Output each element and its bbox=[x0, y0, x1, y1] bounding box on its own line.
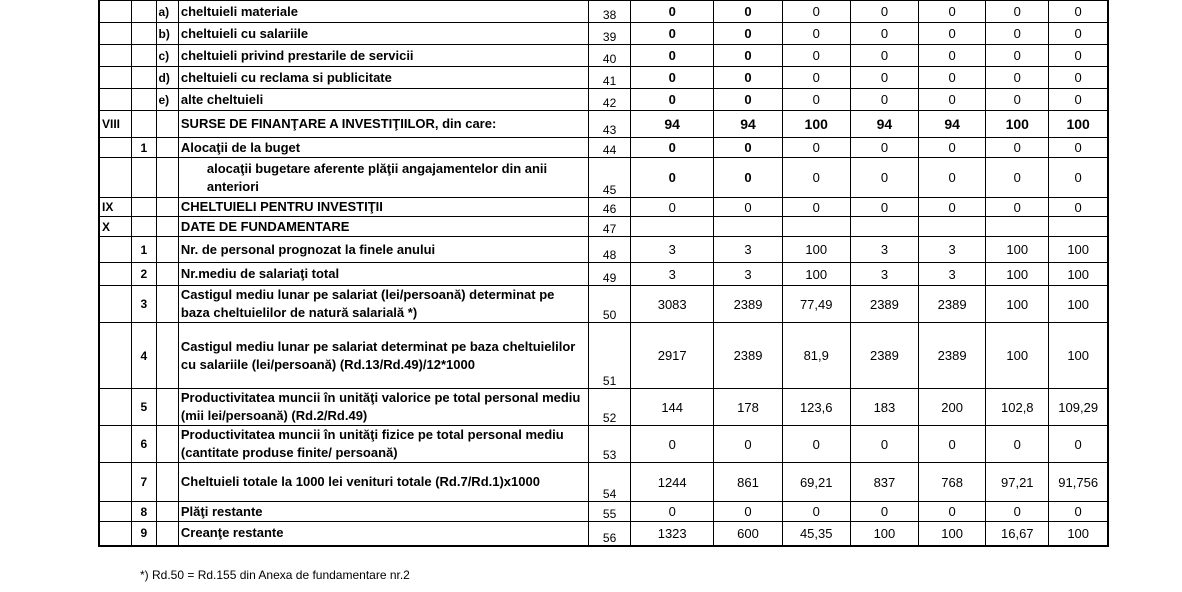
value-cell: 2389 bbox=[919, 323, 986, 389]
value-cell: 0 bbox=[850, 502, 918, 522]
row-label: CHELTUIELI PENTRU INVESTIŢII bbox=[178, 198, 588, 217]
value-cell: 94 bbox=[714, 111, 782, 138]
sub-index-cell bbox=[156, 198, 178, 217]
value-cell: 768 bbox=[919, 463, 986, 502]
value-cell: 0 bbox=[1049, 198, 1108, 217]
table-row bbox=[99, 111, 1108, 138]
value-cell: 0 bbox=[714, 89, 782, 111]
row-label: Nr. de personal prognozat la finele anului bbox=[178, 237, 588, 263]
value-cell: 0 bbox=[986, 426, 1049, 463]
value-cell: 0 bbox=[782, 1, 850, 23]
section-cell bbox=[99, 158, 132, 198]
table-row bbox=[99, 45, 1108, 67]
value-cell: 0 bbox=[986, 45, 1049, 67]
table-row bbox=[99, 426, 1108, 463]
value-cell: 0 bbox=[850, 89, 918, 111]
row-label: cheltuieli privind prestarile de servicii bbox=[178, 45, 588, 67]
index-cell bbox=[132, 217, 156, 237]
section-cell bbox=[99, 89, 132, 111]
value-cell: 0 bbox=[714, 138, 782, 158]
sub-index-cell: d) bbox=[156, 67, 178, 89]
value-cell: 0 bbox=[986, 23, 1049, 45]
value-cell: 0 bbox=[630, 1, 713, 23]
table-row bbox=[99, 1, 1108, 23]
value-cell: 0 bbox=[1049, 23, 1108, 45]
row-label: Productivitatea muncii în unităţi fizice pe total personal mediu (cantitate produse finite/ persoană) bbox=[178, 426, 588, 463]
value-cell: 0 bbox=[850, 198, 918, 217]
value-cell: 100 bbox=[782, 263, 850, 286]
value-cell: 0 bbox=[1049, 1, 1108, 23]
section-cell bbox=[99, 286, 132, 323]
value-cell: 0 bbox=[782, 89, 850, 111]
value-cell: 0 bbox=[850, 138, 918, 158]
value-cell: 0 bbox=[919, 426, 986, 463]
value-cell: 0 bbox=[1049, 45, 1108, 67]
value-cell bbox=[1049, 217, 1108, 237]
value-cell: 3 bbox=[919, 263, 986, 286]
index-cell bbox=[132, 23, 156, 45]
value-cell: 0 bbox=[1049, 158, 1108, 198]
value-cell: 100 bbox=[919, 522, 986, 546]
table-row bbox=[99, 158, 1108, 198]
table-row bbox=[99, 502, 1108, 522]
section-cell bbox=[99, 389, 132, 426]
value-cell: 1323 bbox=[630, 522, 713, 546]
section-cell bbox=[99, 23, 132, 45]
row-number: 38 bbox=[589, 1, 631, 23]
value-cell: 3 bbox=[630, 237, 713, 263]
index-cell: 6 bbox=[132, 426, 156, 463]
row-number: 41 bbox=[589, 67, 631, 89]
row-label: cheltuieli cu salariile bbox=[178, 23, 588, 45]
section-cell: IX bbox=[99, 198, 132, 217]
row-number: 42 bbox=[589, 89, 631, 111]
row-label: alte cheltuieli bbox=[178, 89, 588, 111]
sub-index-cell bbox=[156, 389, 178, 426]
value-cell: 178 bbox=[714, 389, 782, 426]
value-cell: 94 bbox=[850, 111, 918, 138]
value-cell: 100 bbox=[986, 111, 1049, 138]
value-cell: 123,6 bbox=[782, 389, 850, 426]
index-cell: 9 bbox=[132, 522, 156, 546]
value-cell: 2917 bbox=[630, 323, 713, 389]
sub-index-cell bbox=[156, 138, 178, 158]
section-cell bbox=[99, 522, 132, 546]
value-cell: 0 bbox=[850, 45, 918, 67]
value-cell bbox=[630, 217, 713, 237]
value-cell: 100 bbox=[1049, 237, 1108, 263]
table-row bbox=[99, 89, 1108, 111]
value-cell: 0 bbox=[986, 158, 1049, 198]
sub-index-cell: e) bbox=[156, 89, 178, 111]
sub-index-cell bbox=[156, 111, 178, 138]
value-cell: 0 bbox=[986, 67, 1049, 89]
table-row bbox=[99, 237, 1108, 263]
row-label: Castigul mediu lunar pe salariat determinat pe baza cheltuielilor cu salariile (lei/persoană) (Rd.13/Rd.49)/12*1000 bbox=[178, 323, 588, 389]
value-cell: 2389 bbox=[714, 323, 782, 389]
index-cell: 1 bbox=[132, 237, 156, 263]
value-cell bbox=[782, 217, 850, 237]
row-number: 52 bbox=[589, 389, 631, 426]
value-cell: 0 bbox=[782, 426, 850, 463]
row-label: cheltuieli cu reclama si publicitate bbox=[178, 67, 588, 89]
row-label: cheltuieli materiale bbox=[178, 1, 588, 23]
index-cell: 2 bbox=[132, 263, 156, 286]
value-cell: 0 bbox=[782, 158, 850, 198]
index-cell: 3 bbox=[132, 286, 156, 323]
index-cell: 4 bbox=[132, 323, 156, 389]
row-number: 50 bbox=[589, 286, 631, 323]
value-cell: 0 bbox=[782, 67, 850, 89]
index-cell bbox=[132, 67, 156, 89]
value-cell: 0 bbox=[850, 67, 918, 89]
table-row bbox=[99, 263, 1108, 286]
index-cell bbox=[132, 198, 156, 217]
value-cell: 3 bbox=[919, 237, 986, 263]
table-row bbox=[99, 198, 1108, 217]
value-cell: 94 bbox=[630, 111, 713, 138]
value-cell: 2389 bbox=[919, 286, 986, 323]
sub-index-cell bbox=[156, 522, 178, 546]
value-cell: 100 bbox=[1049, 286, 1108, 323]
value-cell: 0 bbox=[714, 23, 782, 45]
value-cell: 0 bbox=[850, 426, 918, 463]
index-cell bbox=[132, 111, 156, 138]
section-cell bbox=[99, 45, 132, 67]
value-cell: 100 bbox=[1049, 323, 1108, 389]
footnote: *) Rd.50 = Rd.155 din Anexa de fundamentare nr.2 bbox=[140, 568, 410, 582]
value-cell: 0 bbox=[782, 138, 850, 158]
row-number: 54 bbox=[589, 463, 631, 502]
value-cell: 100 bbox=[850, 522, 918, 546]
table-row bbox=[99, 217, 1108, 237]
budget-table bbox=[98, 0, 1109, 547]
row-number: 55 bbox=[589, 502, 631, 522]
table-row bbox=[99, 23, 1108, 45]
sub-index-cell: b) bbox=[156, 23, 178, 45]
value-cell: 100 bbox=[986, 237, 1049, 263]
row-label: Plăţi restante bbox=[178, 502, 588, 522]
row-number: 44 bbox=[589, 138, 631, 158]
value-cell: 100 bbox=[1049, 522, 1108, 546]
value-cell: 0 bbox=[630, 23, 713, 45]
value-cell: 0 bbox=[919, 89, 986, 111]
value-cell: 102,8 bbox=[986, 389, 1049, 426]
table-row bbox=[99, 389, 1108, 426]
table-row bbox=[99, 323, 1108, 389]
value-cell: 0 bbox=[919, 23, 986, 45]
value-cell: 0 bbox=[850, 158, 918, 198]
value-cell: 3 bbox=[850, 263, 918, 286]
value-cell: 0 bbox=[630, 158, 713, 198]
value-cell: 0 bbox=[630, 67, 713, 89]
value-cell: 0 bbox=[919, 67, 986, 89]
index-cell: 5 bbox=[132, 389, 156, 426]
sub-index-cell: a) bbox=[156, 1, 178, 23]
value-cell: 183 bbox=[850, 389, 918, 426]
index-cell: 7 bbox=[132, 463, 156, 502]
value-cell: 3 bbox=[630, 263, 713, 286]
sub-index-cell bbox=[156, 323, 178, 389]
value-cell: 2389 bbox=[714, 286, 782, 323]
row-number: 49 bbox=[589, 263, 631, 286]
section-cell bbox=[99, 263, 132, 286]
value-cell: 0 bbox=[919, 502, 986, 522]
value-cell: 69,21 bbox=[782, 463, 850, 502]
value-cell: 91,756 bbox=[1049, 463, 1108, 502]
table-row bbox=[99, 522, 1108, 546]
value-cell: 861 bbox=[714, 463, 782, 502]
value-cell: 0 bbox=[782, 45, 850, 67]
value-cell: 0 bbox=[919, 45, 986, 67]
sub-index-cell bbox=[156, 217, 178, 237]
value-cell: 0 bbox=[714, 158, 782, 198]
value-cell: 100 bbox=[782, 111, 850, 138]
section-cell bbox=[99, 1, 132, 23]
row-label: Alocaţii de la buget bbox=[178, 138, 588, 158]
value-cell: 0 bbox=[919, 158, 986, 198]
index-cell bbox=[132, 158, 156, 198]
section-cell bbox=[99, 463, 132, 502]
index-cell bbox=[132, 1, 156, 23]
row-label: Cheltuieli totale la 1000 lei venituri totale (Rd.7/Rd.1)x1000 bbox=[178, 463, 588, 502]
row-number: 56 bbox=[589, 522, 631, 546]
sub-index-cell bbox=[156, 463, 178, 502]
value-cell: 0 bbox=[714, 67, 782, 89]
value-cell: 0 bbox=[986, 138, 1049, 158]
value-cell: 0 bbox=[986, 89, 1049, 111]
sub-index-cell bbox=[156, 286, 178, 323]
value-cell: 81,9 bbox=[782, 323, 850, 389]
index-cell: 8 bbox=[132, 502, 156, 522]
value-cell: 0 bbox=[714, 198, 782, 217]
value-cell: 100 bbox=[782, 237, 850, 263]
value-cell: 100 bbox=[986, 263, 1049, 286]
value-cell: 0 bbox=[630, 45, 713, 67]
value-cell: 100 bbox=[1049, 263, 1108, 286]
value-cell: 0 bbox=[630, 138, 713, 158]
table-body bbox=[99, 1, 1108, 546]
index-cell bbox=[132, 89, 156, 111]
table-row bbox=[99, 67, 1108, 89]
value-cell: 0 bbox=[986, 1, 1049, 23]
value-cell: 0 bbox=[714, 45, 782, 67]
sub-index-cell bbox=[156, 426, 178, 463]
value-cell: 109,29 bbox=[1049, 389, 1108, 426]
value-cell: 0 bbox=[1049, 426, 1108, 463]
section-cell bbox=[99, 138, 132, 158]
value-cell: 200 bbox=[919, 389, 986, 426]
value-cell: 0 bbox=[1049, 138, 1108, 158]
table-row bbox=[99, 463, 1108, 502]
row-label: Creanţe restante bbox=[178, 522, 588, 546]
value-cell: 0 bbox=[850, 1, 918, 23]
value-cell: 0 bbox=[919, 1, 986, 23]
sub-index-cell: c) bbox=[156, 45, 178, 67]
value-cell: 600 bbox=[714, 522, 782, 546]
section-cell bbox=[99, 502, 132, 522]
value-cell: 2389 bbox=[850, 286, 918, 323]
value-cell: 3 bbox=[850, 237, 918, 263]
value-cell: 100 bbox=[986, 286, 1049, 323]
row-label: Nr.mediu de salariaţi total bbox=[178, 263, 588, 286]
row-label: SURSE DE FINANŢARE A INVESTIŢIILOR, din care: bbox=[178, 111, 588, 138]
value-cell: 0 bbox=[714, 502, 782, 522]
value-cell: 144 bbox=[630, 389, 713, 426]
value-cell: 0 bbox=[986, 502, 1049, 522]
value-cell bbox=[850, 217, 918, 237]
section-cell bbox=[99, 426, 132, 463]
sub-index-cell bbox=[156, 502, 178, 522]
section-cell: VIII bbox=[99, 111, 132, 138]
value-cell: 0 bbox=[782, 502, 850, 522]
value-cell: 0 bbox=[1049, 89, 1108, 111]
row-label: Castigul mediu lunar pe salariat (lei/persoană) determinat pe baza cheltuielilor de natură salarială *) bbox=[178, 286, 588, 323]
value-cell: 3 bbox=[714, 263, 782, 286]
value-cell: 16,67 bbox=[986, 522, 1049, 546]
index-cell bbox=[132, 45, 156, 67]
row-number: 43 bbox=[589, 111, 631, 138]
value-cell: 3 bbox=[714, 237, 782, 263]
section-cell bbox=[99, 237, 132, 263]
value-cell: 0 bbox=[986, 198, 1049, 217]
value-cell: 837 bbox=[850, 463, 918, 502]
value-cell: 45,35 bbox=[782, 522, 850, 546]
row-label: alocaţii bugetare aferente plăţii angajamentelor din anii anteriori bbox=[178, 158, 588, 198]
value-cell bbox=[986, 217, 1049, 237]
value-cell: 3083 bbox=[630, 286, 713, 323]
index-cell: 1 bbox=[132, 138, 156, 158]
sub-index-cell bbox=[156, 158, 178, 198]
row-label: Productivitatea muncii în unităţi valorice pe total personal mediu (mii lei/persoană) (Rd.2/Rd.49) bbox=[178, 389, 588, 426]
value-cell: 0 bbox=[630, 426, 713, 463]
value-cell bbox=[714, 217, 782, 237]
row-number: 53 bbox=[589, 426, 631, 463]
value-cell: 0 bbox=[630, 198, 713, 217]
table-row bbox=[99, 138, 1108, 158]
row-label: DATE DE FUNDAMENTARE bbox=[178, 217, 588, 237]
sub-index-cell bbox=[156, 263, 178, 286]
table-row bbox=[99, 286, 1108, 323]
value-cell: 0 bbox=[630, 89, 713, 111]
value-cell: 0 bbox=[1049, 502, 1108, 522]
value-cell: 97,21 bbox=[986, 463, 1049, 502]
value-cell: 2389 bbox=[850, 323, 918, 389]
value-cell: 77,49 bbox=[782, 286, 850, 323]
value-cell: 0 bbox=[630, 502, 713, 522]
sub-index-cell bbox=[156, 237, 178, 263]
section-cell bbox=[99, 67, 132, 89]
row-number: 51 bbox=[589, 323, 631, 389]
section-cell bbox=[99, 323, 132, 389]
value-cell: 0 bbox=[714, 1, 782, 23]
row-number: 48 bbox=[589, 237, 631, 263]
value-cell: 0 bbox=[714, 426, 782, 463]
row-number: 39 bbox=[589, 23, 631, 45]
value-cell: 0 bbox=[1049, 67, 1108, 89]
value-cell: 100 bbox=[1049, 111, 1108, 138]
row-number: 47 bbox=[589, 217, 631, 237]
value-cell: 100 bbox=[986, 323, 1049, 389]
value-cell: 0 bbox=[919, 138, 986, 158]
row-number: 40 bbox=[589, 45, 631, 67]
value-cell: 0 bbox=[919, 198, 986, 217]
value-cell bbox=[919, 217, 986, 237]
value-cell: 94 bbox=[919, 111, 986, 138]
value-cell: 1244 bbox=[630, 463, 713, 502]
row-number: 46 bbox=[589, 198, 631, 217]
value-cell: 0 bbox=[850, 23, 918, 45]
value-cell: 0 bbox=[782, 198, 850, 217]
section-cell: X bbox=[99, 217, 132, 237]
row-number: 45 bbox=[589, 158, 631, 198]
value-cell: 0 bbox=[782, 23, 850, 45]
